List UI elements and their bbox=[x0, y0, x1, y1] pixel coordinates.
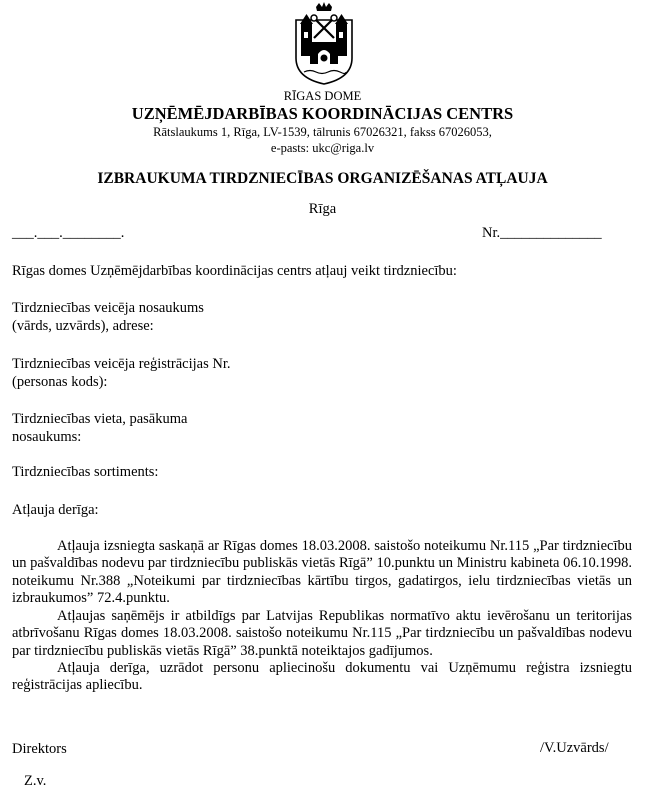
org-address: Rātslaukums 1, Rīga, LV-1539, tālrunis 67026321, fakss 67026053, bbox=[153, 125, 492, 139]
place-label-2: nosaukums: bbox=[12, 429, 82, 445]
city: Rīga bbox=[308, 201, 337, 217]
document-title: IZBRAUKUMA TIRDZNIECĪBAS ORGANIZĒŠANAS ATĻAUJA bbox=[97, 170, 548, 187]
date-field: ___.___.________. bbox=[12, 225, 125, 241]
paragraph-legal-basis: Atļauja izsniegta saskaņā ar Rīgas domes 18.03.2008. saistošo noteikumu Nr.115 „Par tirdzniecību un pašvaldības nodevu par tirdzniecību publiskās vietās Rīgā” 10.punktu un Ministru kabineta 06.10.1998. noteikumu Nr.388 „Noteikumi par tirdzniecības kārtību tirgos, gadatirgos, ielu tirdzniecības vietās un izbraukumos” 72.4.punktu. bbox=[12, 538, 632, 607]
trader-name-label-2: (vārds, uzvārds), adrese: bbox=[12, 318, 154, 334]
registration-label: Tirdzniecības veicēja reģistrācijas Nr. bbox=[12, 356, 231, 372]
org-parent: RĪGAS DOME bbox=[283, 89, 362, 103]
paragraph-validity: Atļauja derīga, uzrādot personu apliecinošu dokumentu vai Uzņēmumu reģistra izsniegtu reģistrācijas apliecību. bbox=[12, 660, 632, 694]
intro-text: Rīgas domes Uzņēmējdarbības koordinācijas centrs atļauj veikt tirdzniecību: bbox=[12, 263, 457, 279]
validity-label: Atļauja derīga: bbox=[12, 502, 99, 518]
org-name: UZŅĒMĒJDARBĪBAS KOORDINĀCIJAS CENTRS bbox=[131, 104, 514, 123]
permit-number-field: Nr.______________ bbox=[482, 225, 602, 241]
place-label: Tirdzniecības vieta, pasākuma bbox=[12, 411, 188, 427]
signer-position: Direktors bbox=[12, 741, 67, 757]
riga-coat-of-arms bbox=[290, 2, 358, 86]
registration-label-2: (personas kods): bbox=[12, 374, 108, 390]
signer-name: /V.Uzvārds/ bbox=[540, 740, 609, 756]
trader-name-label: Tirdzniecības veicēja nosaukums bbox=[12, 300, 204, 316]
paragraph-responsibility: Atļaujas saņēmējs ir atbildīgs par Latvijas Republikas normatīvo aktu ievērošanu un teritorijas atbrīvošanu Rīgas domes 18.03.2008. saistošo noteikumu Nr.115 „Par tirdzniecību un pašvaldības nodevu par tirdzniecību publiskās vietās Rīgā” 38.punktā noteiktajos gadījumos. bbox=[12, 608, 632, 659]
assortment-label: Tirdzniecības sortiments: bbox=[12, 464, 159, 480]
org-email: e-pasts: ukc@riga.lv bbox=[270, 141, 375, 155]
stamp-place: Z.v. bbox=[24, 773, 47, 789]
